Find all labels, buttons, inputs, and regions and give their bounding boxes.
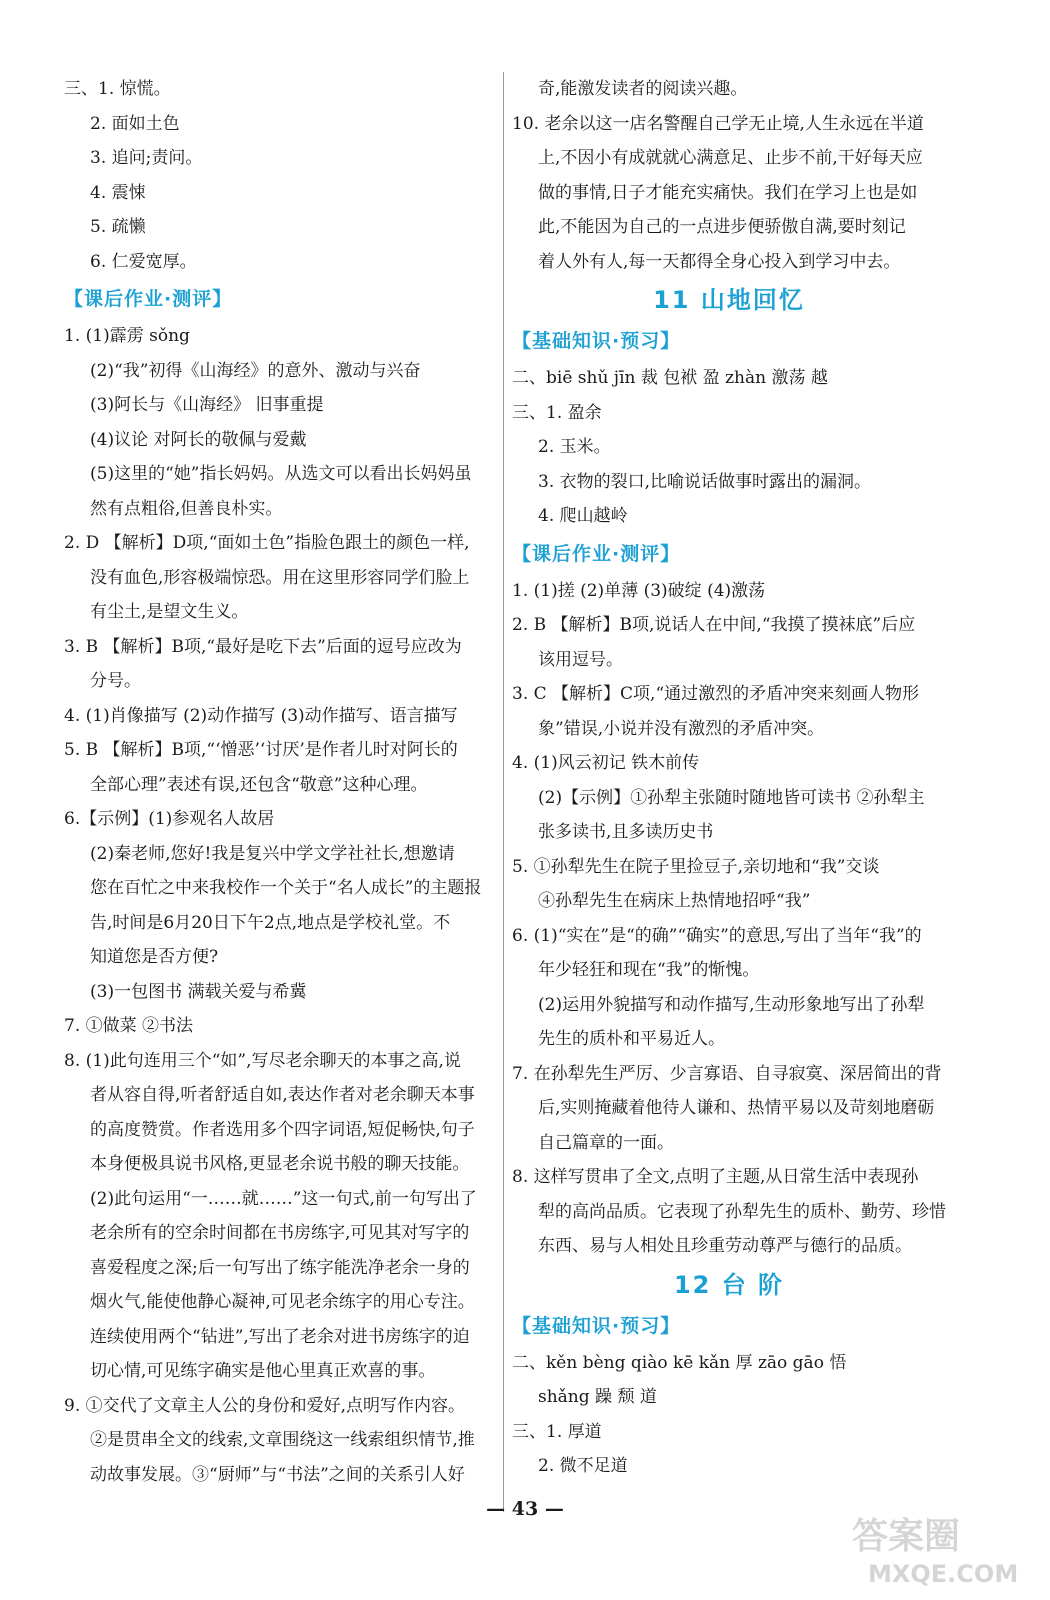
text-line: (4)议论 对阿长的敬佩与爱戴 <box>90 429 307 450</box>
text-line: 此,不能因为自己的一点进步便骄傲自满,要时刻记 <box>538 217 906 237</box>
text-line: 2. 面如土色 <box>90 113 180 134</box>
text-line: 9. ①交代了文章主人公的身份和爱好,点明写作内容。 <box>64 1395 466 1416</box>
text-line: (2)运用外貌描写和动作描写,生动形象地写出了孙犁 <box>538 994 925 1015</box>
text-line: 10. 老余以这一店名警醒自己学无止境,人生永远在半道 <box>512 113 924 134</box>
text-line: 象”错误,小说并没有激烈的矛盾冲突。 <box>538 718 825 739</box>
text-line: 犁的高尚品质。它表现了孙犁先生的质朴、勤劳、珍惜 <box>538 1201 946 1222</box>
text-line: 者从容自得,听者舒适自如,表达作者对老余聊天本事 <box>90 1085 475 1105</box>
text-line: 7. ①做菜 ②书法 <box>64 1016 194 1036</box>
chapter-title: 11 山地回忆 <box>653 286 805 314</box>
text-line: 5. B 【解析】B项,“‘憎恶’‘讨厌’是作者儿时对阿长的 <box>64 740 458 760</box>
section-heading: 【课后作业·测评】 <box>512 542 681 565</box>
text-line: 做的事情,日子才能充实痛快。我们在学习上也是如 <box>538 182 918 203</box>
text-line: 4. (1)风云初记 铁木前传 <box>512 753 700 773</box>
text-line: 没有血色,形容极端惊恐。用在这里形容同学们脸上 <box>90 567 470 588</box>
text-line: (3)一包图书 满载关爱与希冀 <box>90 981 307 1002</box>
text-line: 该用逗号。 <box>538 649 623 670</box>
text-line: 三、1. 厚道 <box>512 1421 602 1442</box>
chapter-title: 12 台 阶 <box>673 1270 785 1299</box>
text-line: 年少轻狂和现在“我”的惭愧。 <box>538 960 760 980</box>
text-line: 东西、易与人相处且珍重劳动尊严与德行的品质。 <box>538 1236 912 1256</box>
text-line: 2. 微不足道 <box>538 1456 628 1476</box>
text-line: 的高度赞赏。作者选用多个四字词语,短促畅快,句子 <box>90 1119 475 1140</box>
text-line: 1. (1)搓 (2)单薄 (3)破绽 (4)激荡 <box>512 580 766 601</box>
watermark-text: 答案圈 <box>852 1516 961 1557</box>
text-line: 6.【示例】(1)参观名人故居 <box>64 809 275 829</box>
text-line: 5. ①孙犁先生在院子里捡豆子,亲切地和“我”交谈 <box>512 856 880 877</box>
text-line: 3. B 【解析】B项,“最好是吃下去”后面的逗号应改为 <box>64 636 462 657</box>
section-heading: 【基础知识·预习】 <box>512 1314 681 1337</box>
text-line: 8. 这样写贯串了全文,点明了主题,从日常生活中表现孙 <box>512 1167 919 1187</box>
text-line: ④孙犁先生在病床上热情地招呼“我” <box>538 891 811 911</box>
text-line: 4. 爬山越岭 <box>538 506 628 526</box>
text-line: 喜爱程度之深;后一句写出了练字能洗净老余一身的 <box>90 1257 470 1278</box>
section-heading: 【课后作业·测评】 <box>64 288 233 310</box>
text-line: 5. 疏懒 <box>90 217 146 237</box>
page-number: — 43 — <box>486 1498 564 1520</box>
text-line: 3. C 【解析】C项,“通过激烈的矛盾冲突来刻画人物形 <box>512 684 920 704</box>
text-line: (5)这里的“她”指长妈妈。从选文可以看出长妈妈虽 <box>90 464 472 484</box>
text-line: 然有点粗俗,但善良朴实。 <box>90 498 283 519</box>
text-line: 连续使用两个“钻进”,写出了老余对进书房练字的迫 <box>90 1326 470 1347</box>
text-line: 2. 玉米。 <box>538 437 611 457</box>
text-line: 2. D 【解析】D项,“面如土色”指脸色跟土的颜色一样, <box>64 533 470 553</box>
text-line: 二、biē shǔ jīn 裁 包袱 盈 zhàn 激荡 越 <box>512 368 828 388</box>
text-line: (2)【示例】①孙犁主张随时随地皆可读书 ②孙犁主 <box>538 787 925 808</box>
text-line: 动故事发展。③“厨师”与“书法”之间的关系引人好 <box>90 1464 465 1485</box>
text-line: 上,不因小有成就就心满意足、止步不前,干好每天应 <box>538 148 923 168</box>
text-line: shǎng 躁 颓 道 <box>538 1387 657 1407</box>
text-line: 您在百忙之中来我校作一个关于“名人成长”的主题报 <box>90 878 482 898</box>
text-line: 分号。 <box>90 671 141 691</box>
text-line: 告,时间是6月20日下午2点,地点是学校礼堂。不 <box>90 912 451 933</box>
text-line: 1. (1)霹雳 sǒng <box>64 326 190 346</box>
text-line: 先生的质朴和平易近人。 <box>538 1029 725 1049</box>
text-line: (2)秦老师,您好!我是复兴中学文学社社长,想邀请 <box>90 843 455 864</box>
text-line: 烟火气,能使他静心凝神,可见老余练字的用心专注。 <box>90 1292 475 1312</box>
text-line: 3. 衣物的裂口,比喻说话做事时露出的漏洞。 <box>538 471 872 492</box>
text-line: ②是贯串全文的线索,文章围绕这一线索组织情节,推 <box>90 1430 475 1450</box>
left-column <box>64 72 496 1492</box>
text-line: 自己篇章的一面。 <box>538 1132 674 1153</box>
text-line: 老余所有的空余时间都在书房练字,可见其对写字的 <box>90 1223 470 1243</box>
text-line: 6. (1)“实在”是“的确”“确实”的意思,写出了当年“我”的 <box>512 925 922 946</box>
text-line: 三、1. 惊慌。 <box>64 79 171 99</box>
text-line: 二、kěn bèng qiào kē kǎn 厚 zāo gāo 悟 <box>512 1352 847 1373</box>
text-line: (3)阿长与《山海经》 旧事重提 <box>90 395 324 415</box>
text-line: 本身便极具说书风格,更显老余说书般的聊天技能。 <box>90 1154 470 1174</box>
column-divider <box>503 72 504 1512</box>
text-line: 着人外有人,每一天都得全身心投入到学习中去。 <box>538 251 901 272</box>
text-line: 后,实则掩藏着他待人谦和、热情平易以及苛刻地磨砺 <box>538 1098 935 1118</box>
text-line: (2)“我”初得《山海经》的意外、激动与兴奋 <box>90 360 421 381</box>
text-line: 8. (1)此句连用三个“如”,写尽老余聊天的本事之高,说 <box>64 1050 461 1071</box>
text-line: 张多读书,且多读历史书 <box>538 822 714 842</box>
text-line: 奇,能激发读者的阅读兴趣。 <box>538 79 748 99</box>
text-line: 3. 追问;责问。 <box>90 148 203 168</box>
text-line: 2. B 【解析】B项,说话人在中间,“我摸了摸袜底”后应 <box>512 615 916 635</box>
right-column <box>512 72 946 1484</box>
text-line: 有尘土,是望文生义。 <box>90 602 249 622</box>
text-line: 4. 震悚 <box>90 182 146 203</box>
text-line: 三、1. 盈余 <box>512 402 602 423</box>
section-heading: 【基础知识·预习】 <box>512 330 681 352</box>
text-line: 7. 在孙犁先生严厉、少言寡语、自寻寂寞、深居简出的背 <box>512 1063 942 1084</box>
text-line: 知道您是否方便? <box>90 947 219 967</box>
watermark-url: MXQE.COM <box>868 1560 1019 1588</box>
text-line: 4. (1)肖像描写 (2)动作描写 (3)动作描写、语言描写 <box>64 705 458 726</box>
text-line: (2)此句运用“一……就……”这一句式,前一句写出了 <box>90 1188 477 1209</box>
text-line: 切心情,可见练字确实是他心里真正欢喜的事。 <box>90 1361 436 1381</box>
text-line: 6. 仁爱宽厚。 <box>90 251 197 272</box>
watermark-logo <box>846 1508 1036 1590</box>
text-line: 全部心理”表述有误,还包含“敬意”这种心理。 <box>90 774 428 795</box>
